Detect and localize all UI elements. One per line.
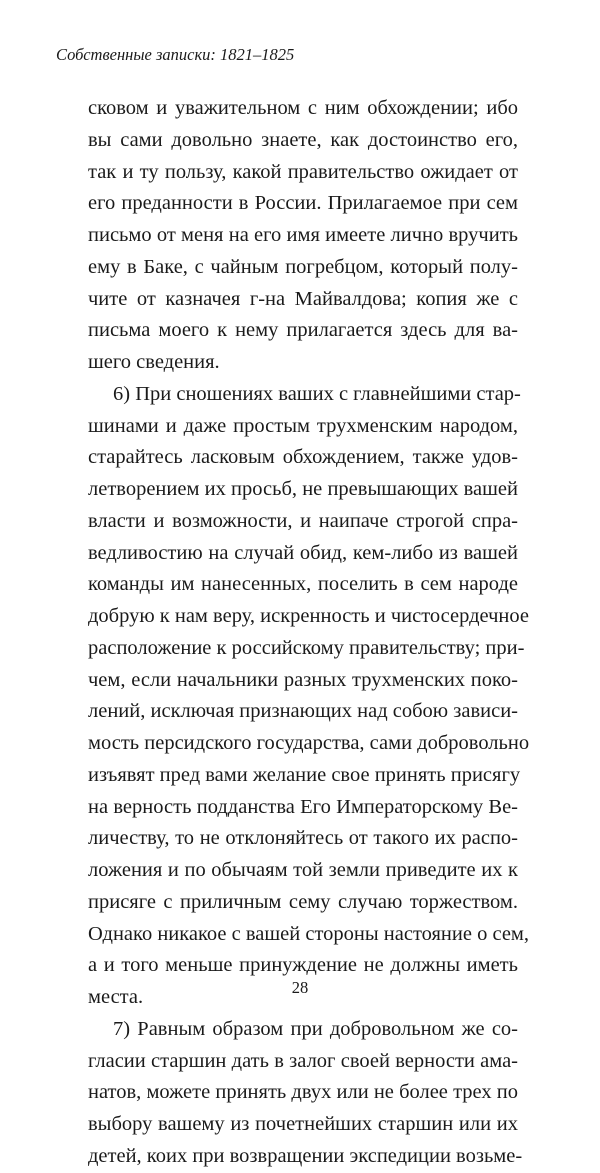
text-line: личеству, то не отклоняйтесь от такого их распо- bbox=[88, 827, 518, 850]
text-line: вы сами довольно знаете, как достоинство его, bbox=[88, 128, 518, 151]
text-line: детей, коих при возвращении экспедиции возьме- bbox=[88, 1144, 523, 1167]
text-line: письма моего к нему прилагается здесь для ва- bbox=[88, 319, 518, 342]
text-line: его преданности в России. Прилагаемое при сем bbox=[88, 192, 518, 215]
text-line: шего сведения. bbox=[88, 351, 220, 373]
text-line: ложения и по обычаям той земли приведите их к bbox=[88, 859, 518, 881]
text-line: команды им нанесенных, поселить в сем народе bbox=[88, 573, 518, 596]
running-head-title: Собственные записки: 1821–1825 bbox=[56, 45, 295, 64]
paragraph-6-start: 6) При сношениях ваших с главнейшими стар- bbox=[113, 382, 521, 405]
text-line: так и ту пользу, какой правительство ожидает от bbox=[88, 160, 518, 183]
body-text bbox=[88, 93, 530, 1173]
text-line: шинами и даже простым трухменским народом, bbox=[88, 414, 518, 437]
text-line: изъявят пред вами желание свое принять присягу bbox=[88, 763, 521, 786]
text-line: власти и возможности, и наипаче строгой спра- bbox=[88, 509, 518, 532]
text-line: ему в Баке, с чайным погребцом, который полу- bbox=[88, 255, 518, 278]
text-line: мость персидского государства, сами добровольно bbox=[88, 732, 530, 754]
paragraph-7-start: 7) Равным образом при добровольном же со- bbox=[113, 1017, 518, 1040]
text-line: на верность подданства Его Императорскому Ве- bbox=[88, 795, 518, 818]
text-line: гласии старшин дать в залог своей верности ама- bbox=[88, 1049, 518, 1072]
text-line: старайтесь ласковым обхождением, также удов- bbox=[88, 446, 518, 469]
text-line: присяге с приличным сему случаю торжеством. bbox=[88, 890, 518, 913]
text-line: расположение к российскому правительству; при- bbox=[88, 636, 525, 659]
text-line: чем, если начальники разных трухменских поко- bbox=[88, 668, 518, 691]
text-line: а и того меньше принуждение не должны иметь bbox=[88, 954, 518, 977]
text-line: ведливостию на случай обид, кем-либо из вашей bbox=[88, 541, 518, 564]
text-line: места. bbox=[88, 986, 144, 1008]
text-line: сковом и уважительном с ним обхождении; ибо bbox=[88, 97, 518, 119]
text-line: лений, исключая признающих над собою зависи- bbox=[88, 700, 518, 723]
page-number: 28 bbox=[291, 978, 309, 997]
text-line: Однако никакое с вашей стороны настояние о сем, bbox=[88, 922, 530, 945]
text-line: выбору вашему из почетнейших старшин или их bbox=[88, 1113, 518, 1135]
text-line: добрую к нам веру, искренность и чистосердечное bbox=[88, 605, 529, 627]
text-line: чите от казначея г-на Майвалдова; копия же с bbox=[88, 287, 518, 310]
text-line: письмо от меня на его имя имеете лично вручить bbox=[88, 224, 518, 246]
text-line: летворением их просьб, не превышающих вашей bbox=[88, 478, 518, 500]
text-line: натов, можете принять двух или не более трех по bbox=[88, 1081, 518, 1104]
